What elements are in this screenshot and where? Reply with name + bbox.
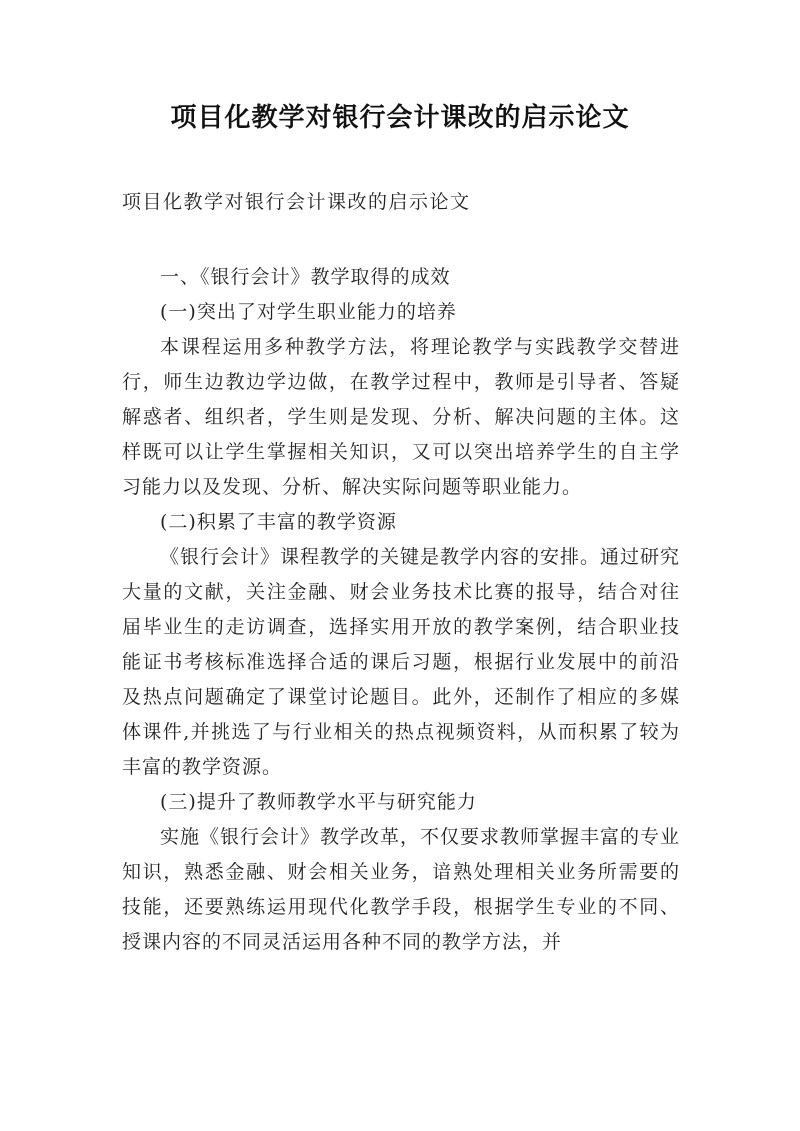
document-title: 项目化教学对银行会计课改的启示论文	[170, 103, 630, 133]
document-body	[122, 260, 680, 960]
subsection-heading: (三)提升了教师教学水平与研究能力	[160, 791, 477, 813]
body-paragraph: 实施《银行会计》教学改革，不仅要求教师掌握丰富的专业知识，熟悉金融、财会相关业务，谙熟处理相关业务所需要的技能，还要熟练运用现代化教学手段，根据学生专业的不同、授课内容的不同灵活运用各种不同的教学方法，并	[122, 826, 681, 953]
section-heading: 一、《银行会计》教学取得的成效	[160, 266, 451, 288]
subsection-heading: (二)积累了丰富的教学资源	[160, 511, 397, 533]
body-paragraph: 《银行会计》课程教学的关键是教学内容的安排。通过研究大量的文献，关注金融、财会业务技术比赛的报导，结合对往届毕业生的走访调查，选择实用开放的教学案例，结合职业技能证书考核标准选择合适的课后习题，根据行业发展中的前沿及热点问题确定了课堂讨论题目。此外，还制作了相应的多媒体课件,并挑选了与行业相关的热点视频资料，从而积累了较为丰富的教学资源。	[122, 546, 681, 778]
subsection-heading: (一)突出了对学生职业能力的培养	[160, 301, 457, 323]
document-subtitle: 项目化教学对银行会计课改的启示论文	[122, 191, 471, 213]
body-paragraph: 本课程运用多种教学方法，将理论教学与实践教学交替进行，师生边教边学边做，在教学过程中，教师是引导者、答疑解惑者、组织者，学生则是发现、分析、解决问题的主体。这样既可以让学生掌握相关知识，又可以突出培养学生的自主学习能力以及发现、分析、解决实际问题等职业能力。	[122, 336, 680, 498]
